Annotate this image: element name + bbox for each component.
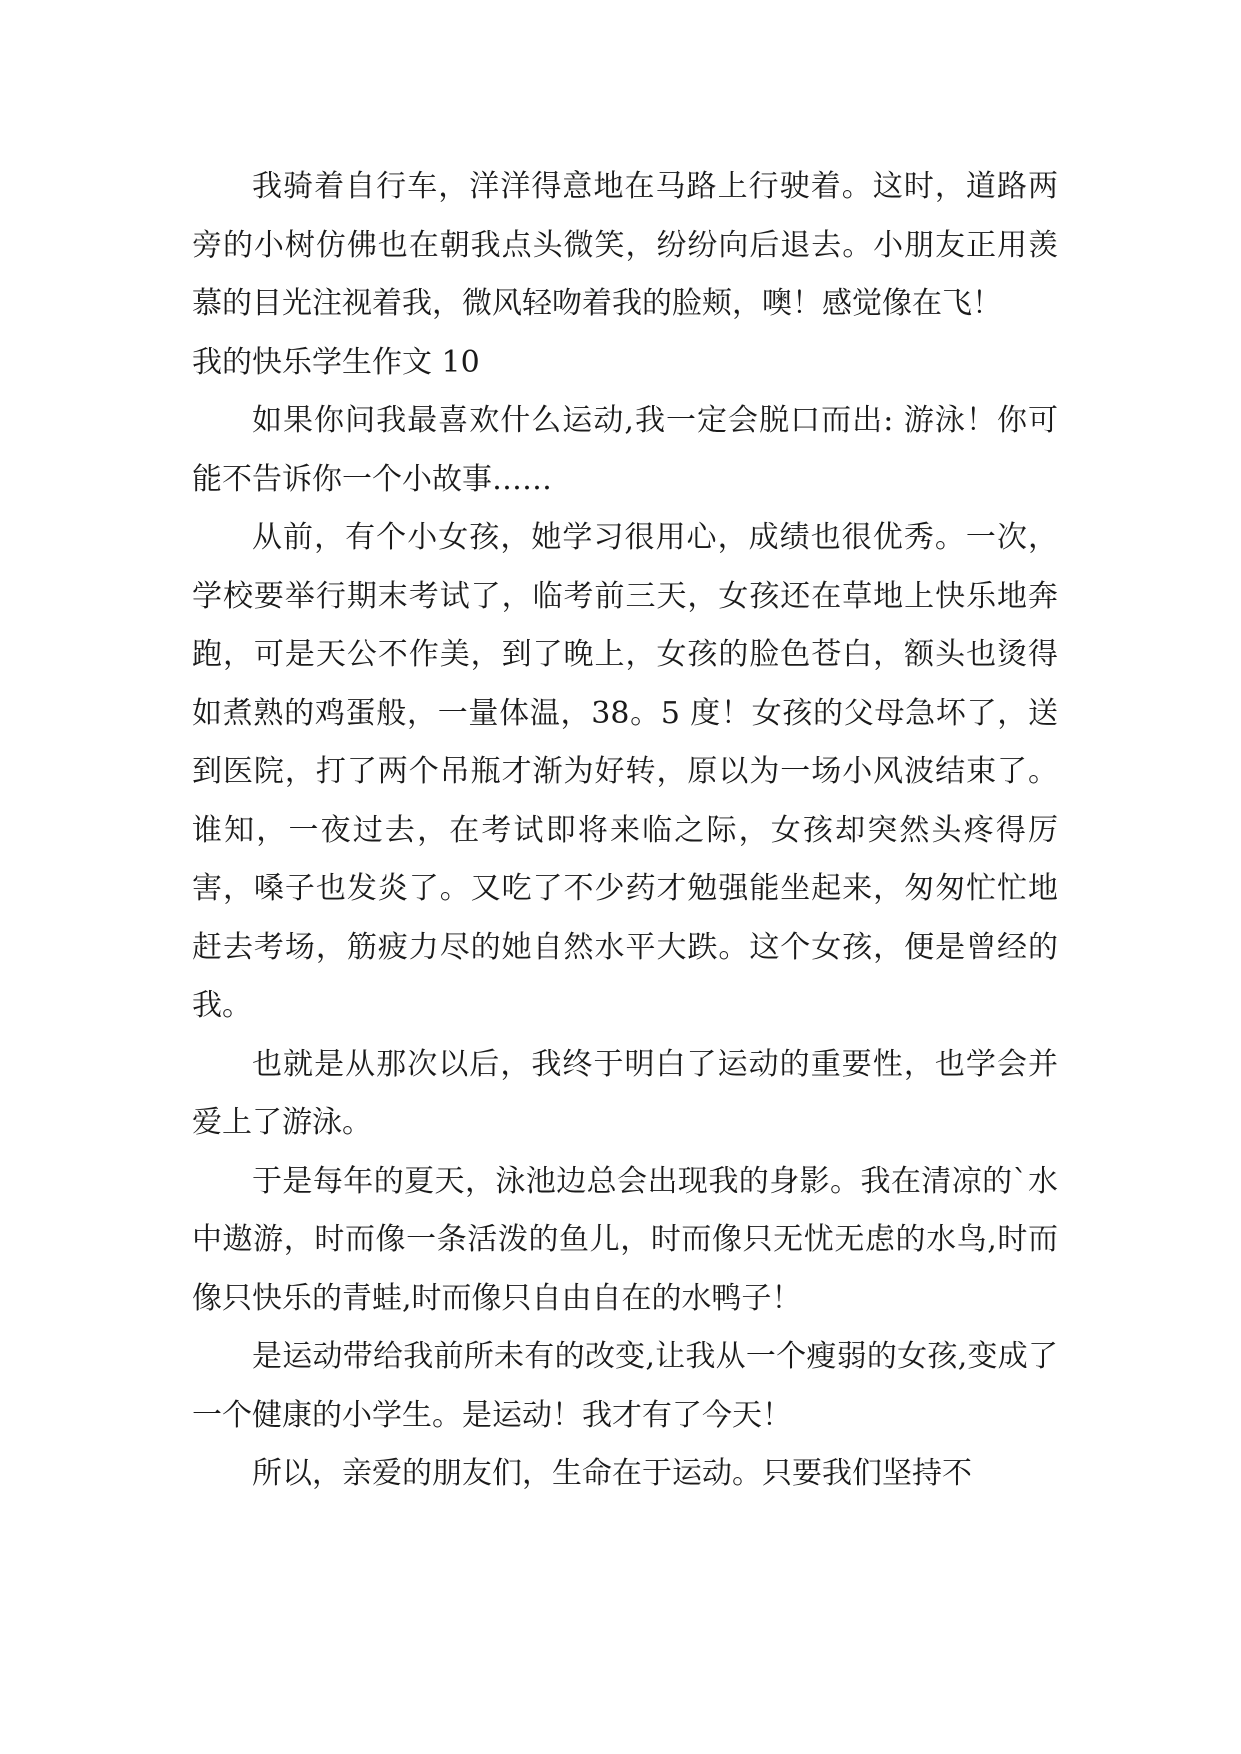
document-body [192, 158, 1058, 1504]
paragraph-realization: 也就是从那次以后，我终于明白了运动的重要性，也学会并爱上了游泳。 [192, 1046, 1058, 1140]
paragraph-change: 是运动带给我前所未有的改变,让我从一个瘦弱的女孩,变成了一个健康的小学生。是运动！我才有了今天！ [192, 1339, 1058, 1433]
paragraph-story: 从前，有个小女孩，她学习很用心，成绩也很优秀。一次，学校要举行期末考试了，临考前三天，女孩还在草地上快乐地奔跑，可是天公不作美，到了晚上，女孩的脸色苍白，额头也烫得如煮熟的鸡蛋般，一量体温，38。5 度！女孩的父母急坏了，送到医院，打了两个吊瓶才渐为好转，原以为一场小风波结束了。谁知，一夜过去，在考试即将来临之际，女孩却突然头疼得厉害，嗓子也发炎了。又吃了不少药才勉强能坐起来，匆匆忙忙地赶去考场，筋疲力尽的她自然水平大跌。这个女孩，便是曾经的我。 [192, 520, 1058, 1023]
paragraph-intro: 如果你问我最喜欢什么运动,我一定会脱口而出: 游泳！你可能不告诉你一个小故事…… [192, 403, 1058, 497]
paragraph-conclusion: 所以，亲爱的朋友们，生命在于运动。只要我们坚持不 [252, 1456, 972, 1491]
essay-title: 我的快乐学生作文 10 [192, 344, 480, 380]
paragraph-summer: 于是每年的夏天，泳池边总会出现我的身影。我在清凉的`水中遨游，时而像一条活泼的鱼儿，时而像只无忧无虑的水鸟,时而像只快乐的青蛙,时而像只自由自在的水鸭子！ [192, 1163, 1058, 1316]
paragraph-cycling: 我骑着自行车，洋洋得意地在马路上行驶着。这时，道路两旁的小树仿佛也在朝我点头微笑，纷纷向后退去。小朋友正用羡慕的目光注视着我，微风轻吻着我的脸颊，噢！感觉像在飞！ [192, 169, 1058, 321]
